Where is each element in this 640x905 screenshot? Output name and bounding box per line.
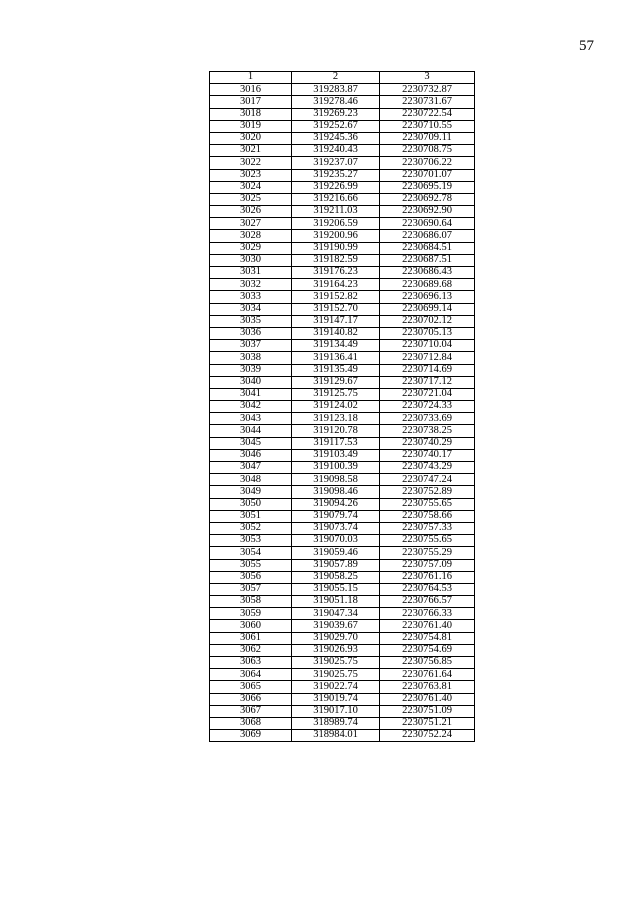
table-cell: 2230690.64 bbox=[380, 218, 475, 230]
table-row bbox=[210, 620, 475, 632]
table-cell: 3022 bbox=[210, 157, 292, 169]
table-cell: 2230732.87 bbox=[380, 84, 475, 96]
table-cell: 3036 bbox=[210, 327, 292, 339]
table-cell: 3052 bbox=[210, 522, 292, 534]
table-row bbox=[210, 230, 475, 242]
table-cell: 2230764.53 bbox=[380, 583, 475, 595]
table-row bbox=[210, 596, 475, 608]
table-row bbox=[210, 352, 475, 364]
table-row bbox=[210, 193, 475, 205]
table-cell: 3051 bbox=[210, 510, 292, 522]
table-cell: 319025.75 bbox=[292, 669, 380, 681]
table-cell: 319079.74 bbox=[292, 510, 380, 522]
table-cell: 2230755.29 bbox=[380, 547, 475, 559]
table-cell: 319135.49 bbox=[292, 364, 380, 376]
table-cell: 319100.39 bbox=[292, 462, 380, 474]
table-cell: 3054 bbox=[210, 547, 292, 559]
table-cell: 3063 bbox=[210, 657, 292, 669]
table-cell: 3019 bbox=[210, 120, 292, 132]
table-cell: 319206.59 bbox=[292, 218, 380, 230]
table-row bbox=[210, 669, 475, 681]
table-row bbox=[210, 206, 475, 218]
table-row bbox=[210, 315, 475, 327]
table-cell: 3064 bbox=[210, 669, 292, 681]
table-row bbox=[210, 644, 475, 656]
table-row bbox=[210, 96, 475, 108]
table-cell: 3042 bbox=[210, 401, 292, 413]
table-cell: 3029 bbox=[210, 242, 292, 254]
table-row bbox=[210, 303, 475, 315]
table-cell: 2230766.33 bbox=[380, 608, 475, 620]
table-cell: 2230755.65 bbox=[380, 535, 475, 547]
table-cell: 319237.07 bbox=[292, 157, 380, 169]
table-cell: 2230752.24 bbox=[380, 730, 475, 742]
table-cell: 3037 bbox=[210, 340, 292, 352]
table-cell: 3047 bbox=[210, 462, 292, 474]
table-cell: 3039 bbox=[210, 364, 292, 376]
table-cell: 3028 bbox=[210, 230, 292, 242]
table-row bbox=[210, 632, 475, 644]
table-cell: 319117.53 bbox=[292, 437, 380, 449]
table-cell: 2230763.81 bbox=[380, 681, 475, 693]
table-cell: 2230752.89 bbox=[380, 486, 475, 498]
table-cell: 3034 bbox=[210, 303, 292, 315]
table-cell: 319025.75 bbox=[292, 657, 380, 669]
table-cell: 3021 bbox=[210, 145, 292, 157]
table-header-row bbox=[210, 72, 475, 84]
table-cell: 3023 bbox=[210, 169, 292, 181]
table-row bbox=[210, 717, 475, 729]
table-row bbox=[210, 340, 475, 352]
coordinates-table bbox=[209, 71, 475, 742]
table-cell: 3065 bbox=[210, 681, 292, 693]
table-cell: 319103.49 bbox=[292, 449, 380, 461]
table-row bbox=[210, 291, 475, 303]
column-header: 1 bbox=[210, 72, 292, 84]
table-row bbox=[210, 218, 475, 230]
table-cell: 3030 bbox=[210, 254, 292, 266]
table-cell: 2230714.69 bbox=[380, 364, 475, 376]
table-cell: 319152.70 bbox=[292, 303, 380, 315]
table-cell: 2230740.17 bbox=[380, 449, 475, 461]
table-row bbox=[210, 157, 475, 169]
table-cell: 2230692.78 bbox=[380, 193, 475, 205]
table-cell: 319147.17 bbox=[292, 315, 380, 327]
table-row bbox=[210, 730, 475, 742]
table-cell: 319226.99 bbox=[292, 181, 380, 193]
table-row bbox=[210, 583, 475, 595]
table-row bbox=[210, 559, 475, 571]
table-cell: 2230751.21 bbox=[380, 717, 475, 729]
table-cell: 319017.10 bbox=[292, 705, 380, 717]
table-cell: 3018 bbox=[210, 108, 292, 120]
table-cell: 319211.03 bbox=[292, 206, 380, 218]
table-cell: 319182.59 bbox=[292, 254, 380, 266]
table-cell: 3016 bbox=[210, 84, 292, 96]
table-cell: 3024 bbox=[210, 181, 292, 193]
table-row bbox=[210, 132, 475, 144]
table-cell: 319176.23 bbox=[292, 267, 380, 279]
table-cell: 3057 bbox=[210, 583, 292, 595]
table-cell: 3035 bbox=[210, 315, 292, 327]
table-cell: 319123.18 bbox=[292, 413, 380, 425]
table-row bbox=[210, 474, 475, 486]
table-cell: 3048 bbox=[210, 474, 292, 486]
table-cell: 2230761.64 bbox=[380, 669, 475, 681]
table-cell: 3058 bbox=[210, 596, 292, 608]
table-row bbox=[210, 84, 475, 96]
table-cell: 319216.66 bbox=[292, 193, 380, 205]
table-row bbox=[210, 242, 475, 254]
table-cell: 2230754.69 bbox=[380, 644, 475, 656]
table-cell: 319240.43 bbox=[292, 145, 380, 157]
table-cell: 3069 bbox=[210, 730, 292, 742]
table-cell: 3053 bbox=[210, 535, 292, 547]
table-cell: 319190.99 bbox=[292, 242, 380, 254]
table-row bbox=[210, 705, 475, 717]
table-cell: 319252.67 bbox=[292, 120, 380, 132]
table-cell: 319039.67 bbox=[292, 620, 380, 632]
table-cell: 3025 bbox=[210, 193, 292, 205]
table-cell: 3032 bbox=[210, 279, 292, 291]
table-row bbox=[210, 571, 475, 583]
table-row bbox=[210, 279, 475, 291]
table-row bbox=[210, 425, 475, 437]
table-cell: 2230695.19 bbox=[380, 181, 475, 193]
table-row bbox=[210, 657, 475, 669]
table-cell: 2230692.90 bbox=[380, 206, 475, 218]
table-cell: 2230761.16 bbox=[380, 571, 475, 583]
table-cell: 319058.25 bbox=[292, 571, 380, 583]
table-cell: 2230722.54 bbox=[380, 108, 475, 120]
table-row bbox=[210, 108, 475, 120]
table-cell: 319051.18 bbox=[292, 596, 380, 608]
table-cell: 2230687.51 bbox=[380, 254, 475, 266]
table-row bbox=[210, 510, 475, 522]
table-cell: 2230706.22 bbox=[380, 157, 475, 169]
table-row bbox=[210, 145, 475, 157]
table-cell: 3038 bbox=[210, 352, 292, 364]
table-cell: 3062 bbox=[210, 644, 292, 656]
table-cell: 319124.02 bbox=[292, 401, 380, 413]
table-cell: 2230756.85 bbox=[380, 657, 475, 669]
table-cell: 3040 bbox=[210, 376, 292, 388]
table-row bbox=[210, 181, 475, 193]
column-header: 3 bbox=[380, 72, 475, 84]
table-cell: 2230712.84 bbox=[380, 352, 475, 364]
table-cell: 2230710.04 bbox=[380, 340, 475, 352]
table-row bbox=[210, 169, 475, 181]
table-row bbox=[210, 388, 475, 400]
table-cell: 2230689.68 bbox=[380, 279, 475, 291]
table-cell: 319022.74 bbox=[292, 681, 380, 693]
table-cell: 3060 bbox=[210, 620, 292, 632]
table-cell: 2230709.11 bbox=[380, 132, 475, 144]
table-cell: 2230717.12 bbox=[380, 376, 475, 388]
table-cell: 3049 bbox=[210, 486, 292, 498]
table-cell: 3031 bbox=[210, 267, 292, 279]
table-row bbox=[210, 254, 475, 266]
table-cell: 2230701.07 bbox=[380, 169, 475, 181]
table-cell: 319098.46 bbox=[292, 486, 380, 498]
table-cell: 3066 bbox=[210, 693, 292, 705]
table-cell: 319140.82 bbox=[292, 327, 380, 339]
table-cell: 2230743.29 bbox=[380, 462, 475, 474]
table-cell: 319283.87 bbox=[292, 84, 380, 96]
table-row bbox=[210, 413, 475, 425]
table-cell: 319136.41 bbox=[292, 352, 380, 364]
table-cell: 319029.70 bbox=[292, 632, 380, 644]
table-cell: 3033 bbox=[210, 291, 292, 303]
table-row bbox=[210, 693, 475, 705]
table-cell: 2230710.55 bbox=[380, 120, 475, 132]
table-cell: 2230761.40 bbox=[380, 693, 475, 705]
table-cell: 319269.23 bbox=[292, 108, 380, 120]
table-cell: 3046 bbox=[210, 449, 292, 461]
table-cell: 319073.74 bbox=[292, 522, 380, 534]
table-cell: 319278.46 bbox=[292, 96, 380, 108]
table-cell: 2230724.33 bbox=[380, 401, 475, 413]
table-cell: 3044 bbox=[210, 425, 292, 437]
table-cell: 2230686.07 bbox=[380, 230, 475, 242]
table-cell: 319235.27 bbox=[292, 169, 380, 181]
table-cell: 319057.89 bbox=[292, 559, 380, 571]
column-header: 2 bbox=[292, 72, 380, 84]
table-cell: 319245.36 bbox=[292, 132, 380, 144]
table-row bbox=[210, 120, 475, 132]
table-cell: 2230740.29 bbox=[380, 437, 475, 449]
table-cell: 319152.82 bbox=[292, 291, 380, 303]
table-cell: 2230761.40 bbox=[380, 620, 475, 632]
table-cell: 2230699.14 bbox=[380, 303, 475, 315]
table-row bbox=[210, 267, 475, 279]
table-cell: 2230747.24 bbox=[380, 474, 475, 486]
table-cell: 2230686.43 bbox=[380, 267, 475, 279]
table-cell: 2230696.13 bbox=[380, 291, 475, 303]
table-cell: 319070.03 bbox=[292, 535, 380, 547]
table-cell: 2230702.12 bbox=[380, 315, 475, 327]
table-cell: 318984.01 bbox=[292, 730, 380, 742]
table-row bbox=[210, 681, 475, 693]
table-row bbox=[210, 327, 475, 339]
table-cell: 2230733.69 bbox=[380, 413, 475, 425]
table-cell: 319098.58 bbox=[292, 474, 380, 486]
table-cell: 319120.78 bbox=[292, 425, 380, 437]
table-cell: 3056 bbox=[210, 571, 292, 583]
table-cell: 2230721.04 bbox=[380, 388, 475, 400]
table-cell: 2230754.81 bbox=[380, 632, 475, 644]
table-body bbox=[210, 84, 475, 742]
table-cell: 2230684.51 bbox=[380, 242, 475, 254]
table-row bbox=[210, 535, 475, 547]
table-cell: 3059 bbox=[210, 608, 292, 620]
table-cell: 3017 bbox=[210, 96, 292, 108]
table-cell: 3020 bbox=[210, 132, 292, 144]
table-cell: 2230731.67 bbox=[380, 96, 475, 108]
table-cell: 318989.74 bbox=[292, 717, 380, 729]
table-cell: 3027 bbox=[210, 218, 292, 230]
table-cell: 3067 bbox=[210, 705, 292, 717]
table-row bbox=[210, 449, 475, 461]
table-cell: 3050 bbox=[210, 498, 292, 510]
table-cell: 3026 bbox=[210, 206, 292, 218]
table-cell: 319125.75 bbox=[292, 388, 380, 400]
table-cell: 319047.34 bbox=[292, 608, 380, 620]
table-row bbox=[210, 437, 475, 449]
table-cell: 319055.15 bbox=[292, 583, 380, 595]
table-cell: 2230755.65 bbox=[380, 498, 475, 510]
table-cell: 3045 bbox=[210, 437, 292, 449]
table-cell: 2230766.57 bbox=[380, 596, 475, 608]
table-cell: 2230738.25 bbox=[380, 425, 475, 437]
table-row bbox=[210, 486, 475, 498]
table-cell: 319164.23 bbox=[292, 279, 380, 291]
table-row bbox=[210, 608, 475, 620]
table-row bbox=[210, 376, 475, 388]
table-cell: 3061 bbox=[210, 632, 292, 644]
table-row bbox=[210, 364, 475, 376]
table-row bbox=[210, 462, 475, 474]
table-cell: 319019.74 bbox=[292, 693, 380, 705]
table-cell: 3041 bbox=[210, 388, 292, 400]
table-row bbox=[210, 547, 475, 559]
table-cell: 319094.26 bbox=[292, 498, 380, 510]
table-row bbox=[210, 522, 475, 534]
table-cell: 319059.46 bbox=[292, 547, 380, 559]
table-cell: 3068 bbox=[210, 717, 292, 729]
table-cell: 2230751.09 bbox=[380, 705, 475, 717]
table-cell: 319129.67 bbox=[292, 376, 380, 388]
table-cell: 319200.96 bbox=[292, 230, 380, 242]
table-cell: 2230705.13 bbox=[380, 327, 475, 339]
table-cell: 2230757.09 bbox=[380, 559, 475, 571]
table-cell: 3055 bbox=[210, 559, 292, 571]
table-cell: 3043 bbox=[210, 413, 292, 425]
table-cell: 319134.49 bbox=[292, 340, 380, 352]
page-number: 57 bbox=[579, 38, 594, 54]
table-row bbox=[210, 498, 475, 510]
table-cell: 2230708.75 bbox=[380, 145, 475, 157]
table-cell: 319026.93 bbox=[292, 644, 380, 656]
table-row bbox=[210, 401, 475, 413]
table-cell: 2230757.33 bbox=[380, 522, 475, 534]
table-cell: 2230758.66 bbox=[380, 510, 475, 522]
